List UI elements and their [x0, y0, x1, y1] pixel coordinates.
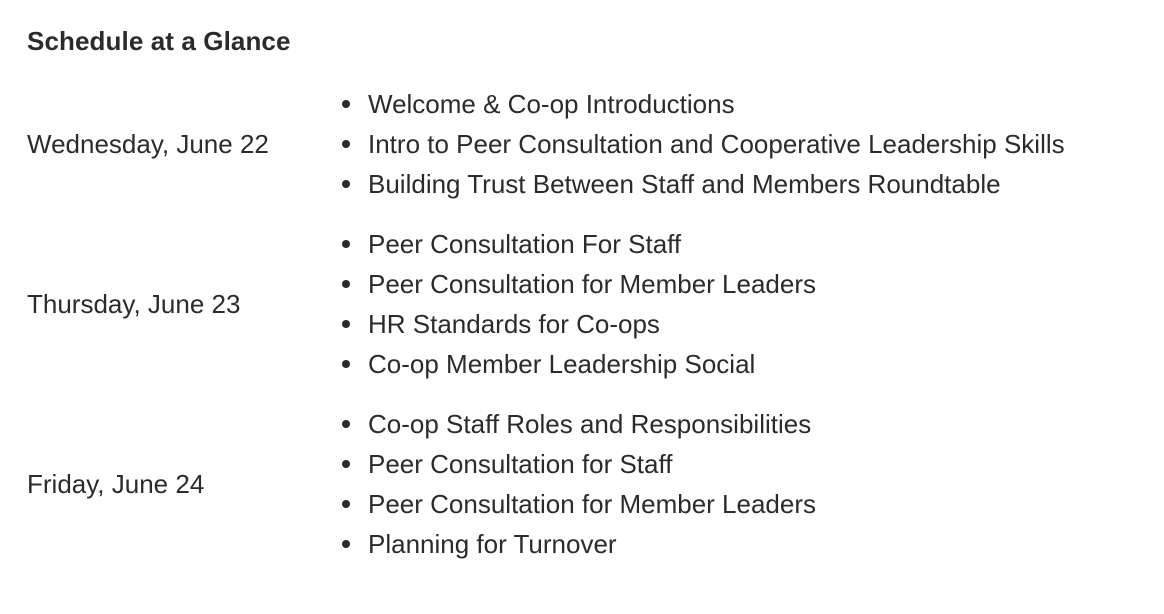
bullet-icon: [342, 540, 350, 548]
bullet-icon: [342, 240, 350, 248]
bullet-icon: [342, 280, 350, 288]
bullet-icon: [342, 460, 350, 468]
session-list: [340, 404, 816, 564]
session-title: Co-op Staff Roles and Responsibilities: [368, 409, 812, 439]
session-item: [340, 304, 816, 344]
session-item: [340, 484, 816, 524]
schedule-table: [0, 84, 1164, 584]
bullet-icon: [342, 100, 350, 108]
session-title: Building Trust Between Staff and Members Roundtable: [368, 169, 1001, 199]
page-title: Schedule at a Glance: [27, 26, 291, 56]
session-item: [340, 524, 816, 564]
session-item: [340, 224, 816, 264]
session-title: Peer Consultation for Member Leaders: [368, 489, 817, 519]
session-title: Peer Consultation For Staff: [368, 229, 682, 259]
session-title: Co-op Member Leadership Social: [368, 349, 756, 379]
session-title: Planning for Turnover: [368, 529, 617, 559]
session-item: [340, 404, 816, 444]
session-title: Intro to Peer Consultation and Cooperative Leadership Skills: [368, 129, 1065, 159]
session-item: [340, 124, 1065, 164]
bullet-icon: [342, 420, 350, 428]
session-item: [340, 344, 816, 384]
session-list: [340, 84, 1065, 204]
day-row-thursday: [0, 224, 1164, 384]
session-item: [340, 444, 816, 484]
day-label: Friday, June 24: [27, 468, 205, 499]
session-title: Peer Consultation for Staff: [368, 449, 673, 479]
session-item: [340, 84, 1065, 124]
bullet-icon: [342, 500, 350, 508]
day-row-wednesday: [0, 84, 1164, 204]
session-title: Peer Consultation for Member Leaders: [368, 269, 817, 299]
day-row-friday: [0, 404, 1164, 564]
bullet-icon: [342, 320, 350, 328]
session-title: HR Standards for Co-ops: [368, 309, 660, 339]
bullet-icon: [342, 180, 350, 188]
session-title: Welcome & Co-op Introductions: [368, 89, 735, 119]
session-item: [340, 264, 816, 304]
session-item: [340, 164, 1065, 204]
day-label: Wednesday, June 22: [27, 128, 269, 159]
session-list: [340, 224, 816, 384]
bullet-icon: [342, 360, 350, 368]
day-label: Thursday, June 23: [27, 288, 241, 319]
bullet-icon: [342, 140, 350, 148]
